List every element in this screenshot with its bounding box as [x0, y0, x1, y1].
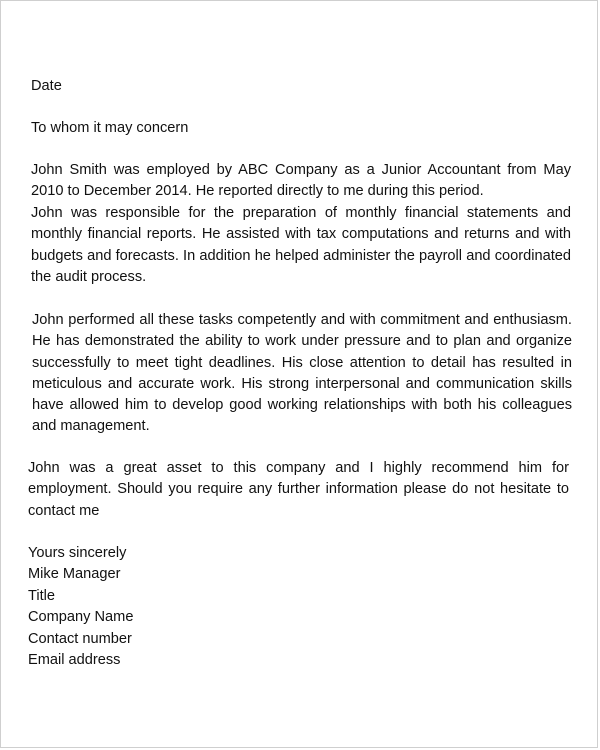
- letter-signoff: [28, 543, 133, 671]
- company-name: Company Name: [28, 609, 134, 626]
- letter-paragraph-employment: John Smith was employed by ABC Company as a Junior Accountant from May 2010 to December 2014. He reported directly to me during this period.: [31, 162, 571, 200]
- signer-name: Mike Manager: [28, 566, 121, 583]
- letter-paragraph-recommendation: John was a great asset to this company and I highly recommend him for employment. Should you require any further information please do not hesitate to contact me: [28, 460, 569, 519]
- letter-date: Date: [31, 78, 62, 94]
- letter-paragraph-performance: John performed all these tasks competently and with commitment and enthusiasm. He has demonstrated the ability to work under pressure and to plan and organize successfully to meet tight deadlines. His close attention to detail has resulted in meticulous and accurate work. His strong interpersonal and communication skills have allowed him to develop good working relationships with both his colleagues and management.: [32, 312, 572, 435]
- email-address: Email address: [28, 652, 121, 669]
- signer-title: Title: [28, 587, 56, 604]
- letter-paragraph-responsibilities: John was responsible for the preparation of monthly financial statements and monthly financial reports. He assisted with tax computations and returns and with budgets and forecasts. In addition he helped administer the payroll and coordinated the audit process.: [31, 205, 571, 285]
- letter-closing: Yours sincerely: [28, 545, 127, 561]
- contact-number: Contact number: [28, 630, 132, 647]
- letter-salutation: To whom it may concern: [31, 120, 189, 136]
